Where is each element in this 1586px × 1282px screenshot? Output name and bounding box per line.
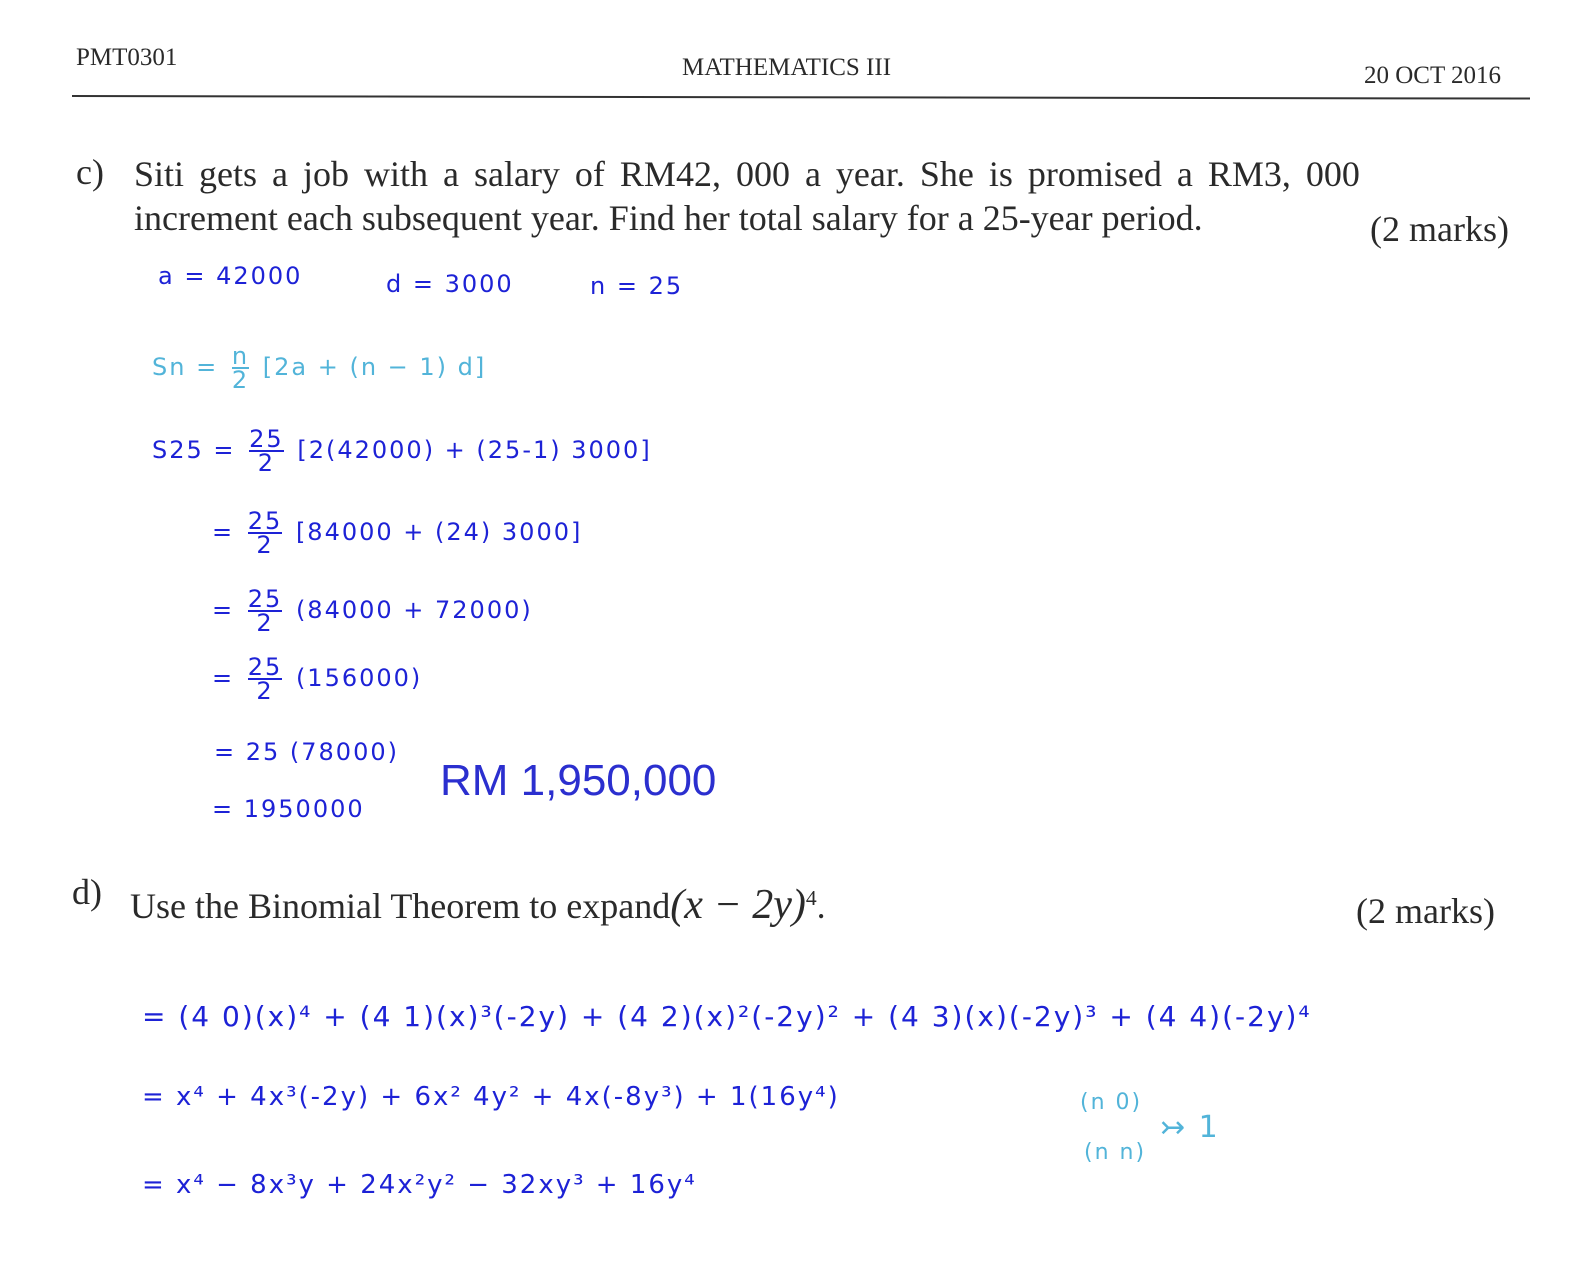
sum-formula [152, 342, 487, 394]
step-2 [212, 507, 583, 559]
formula-rhs: [2a + (n − 1) d] [262, 353, 487, 381]
formula-fraction [231, 342, 250, 394]
step-4-rhs: (156000) [295, 664, 423, 692]
step-6: = 1950000 [212, 795, 365, 823]
step-2-fraction [247, 507, 283, 559]
frac-den: 2 [248, 678, 283, 702]
question-d-period: . [816, 886, 826, 926]
frac-den: 2 [248, 610, 283, 634]
formula-lhs: Sn = [152, 353, 219, 381]
frac-num: 25 [247, 507, 283, 535]
formula-den: 2 [231, 366, 250, 394]
frac-den: 2 [249, 450, 284, 474]
exam-date: 20 OCT 2016 [1364, 62, 1502, 89]
course-code: PMT0301 [76, 44, 178, 71]
question-c-marks: (2 marks) [1370, 209, 1509, 249]
expansion-line-3: = x⁴ − 8x³y + 24x²y² − 32xy³ + 16y⁴ [142, 1170, 697, 1200]
step-5: = 25 (78000) [214, 738, 399, 766]
question-d-text [130, 876, 826, 928]
question-c-line2: increment each subsequent year. Find her total salary for a 25-year period. [134, 198, 1203, 238]
exam-title: MATHEMATICS III [682, 54, 892, 81]
question-c-label: c) [76, 152, 104, 192]
given-n: n = 25 [590, 272, 684, 300]
expansion-line-2: = x⁴ + 4x³(-2y) + 6x² 4y² + 4x(-8y³) + 1(16y⁴) [142, 1082, 840, 1112]
question-d-expression: (x − 2y) [670, 882, 806, 928]
equals-sign: = [212, 518, 235, 546]
given-d: d = 3000 [386, 270, 514, 298]
question-d-exponent: 4 [805, 886, 817, 910]
question-d-label: d) [72, 872, 102, 912]
equals-sign: = [212, 596, 235, 624]
step-2-rhs: [84000 + (24) 3000] [295, 518, 583, 546]
step-1-lhs: S25 = [152, 436, 236, 464]
step-1 [152, 425, 652, 477]
equals-sign: = [212, 664, 235, 692]
frac-num: 25 [249, 425, 284, 453]
step-4-fraction [247, 653, 283, 705]
step-3-rhs: (84000 + 72000) [295, 596, 533, 624]
step-1-rhs: [2(42000) + (25-1) 3000] [297, 436, 652, 464]
final-answer: RM 1,950,000 [440, 756, 717, 805]
note-n-choose-n: (n n) [1084, 1140, 1147, 1165]
frac-num: 25 [247, 653, 283, 681]
question-d-prompt: Use the Binomial Theorem to expand [130, 886, 671, 926]
frac-num: 25 [247, 585, 283, 613]
formula-num: n [231, 342, 250, 370]
frac-den: 2 [248, 532, 283, 556]
header-rule [72, 95, 1530, 100]
step-3 [212, 585, 533, 637]
step-3-fraction [247, 585, 283, 637]
expansion-line-1: = (4 0)(x)⁴ + (4 1)(x)³(-2y) + (4 2)(x)²(-2y)² + (4 3)(x)(-2y)³ + (4 4)(-2y)⁴ [142, 1000, 1312, 1033]
step-1-fraction [249, 425, 284, 477]
note-n-choose-0: (n 0) [1080, 1090, 1143, 1115]
note-result: ↣ 1 [1160, 1110, 1220, 1145]
question-d-marks: (2 marks) [1356, 891, 1495, 931]
given-a: a = 42000 [158, 262, 303, 290]
question-c-line1: Siti gets a job with a salary of RM42, 000 a year. She is promised a RM3, 000 [134, 154, 1360, 194]
step-4 [212, 653, 423, 705]
